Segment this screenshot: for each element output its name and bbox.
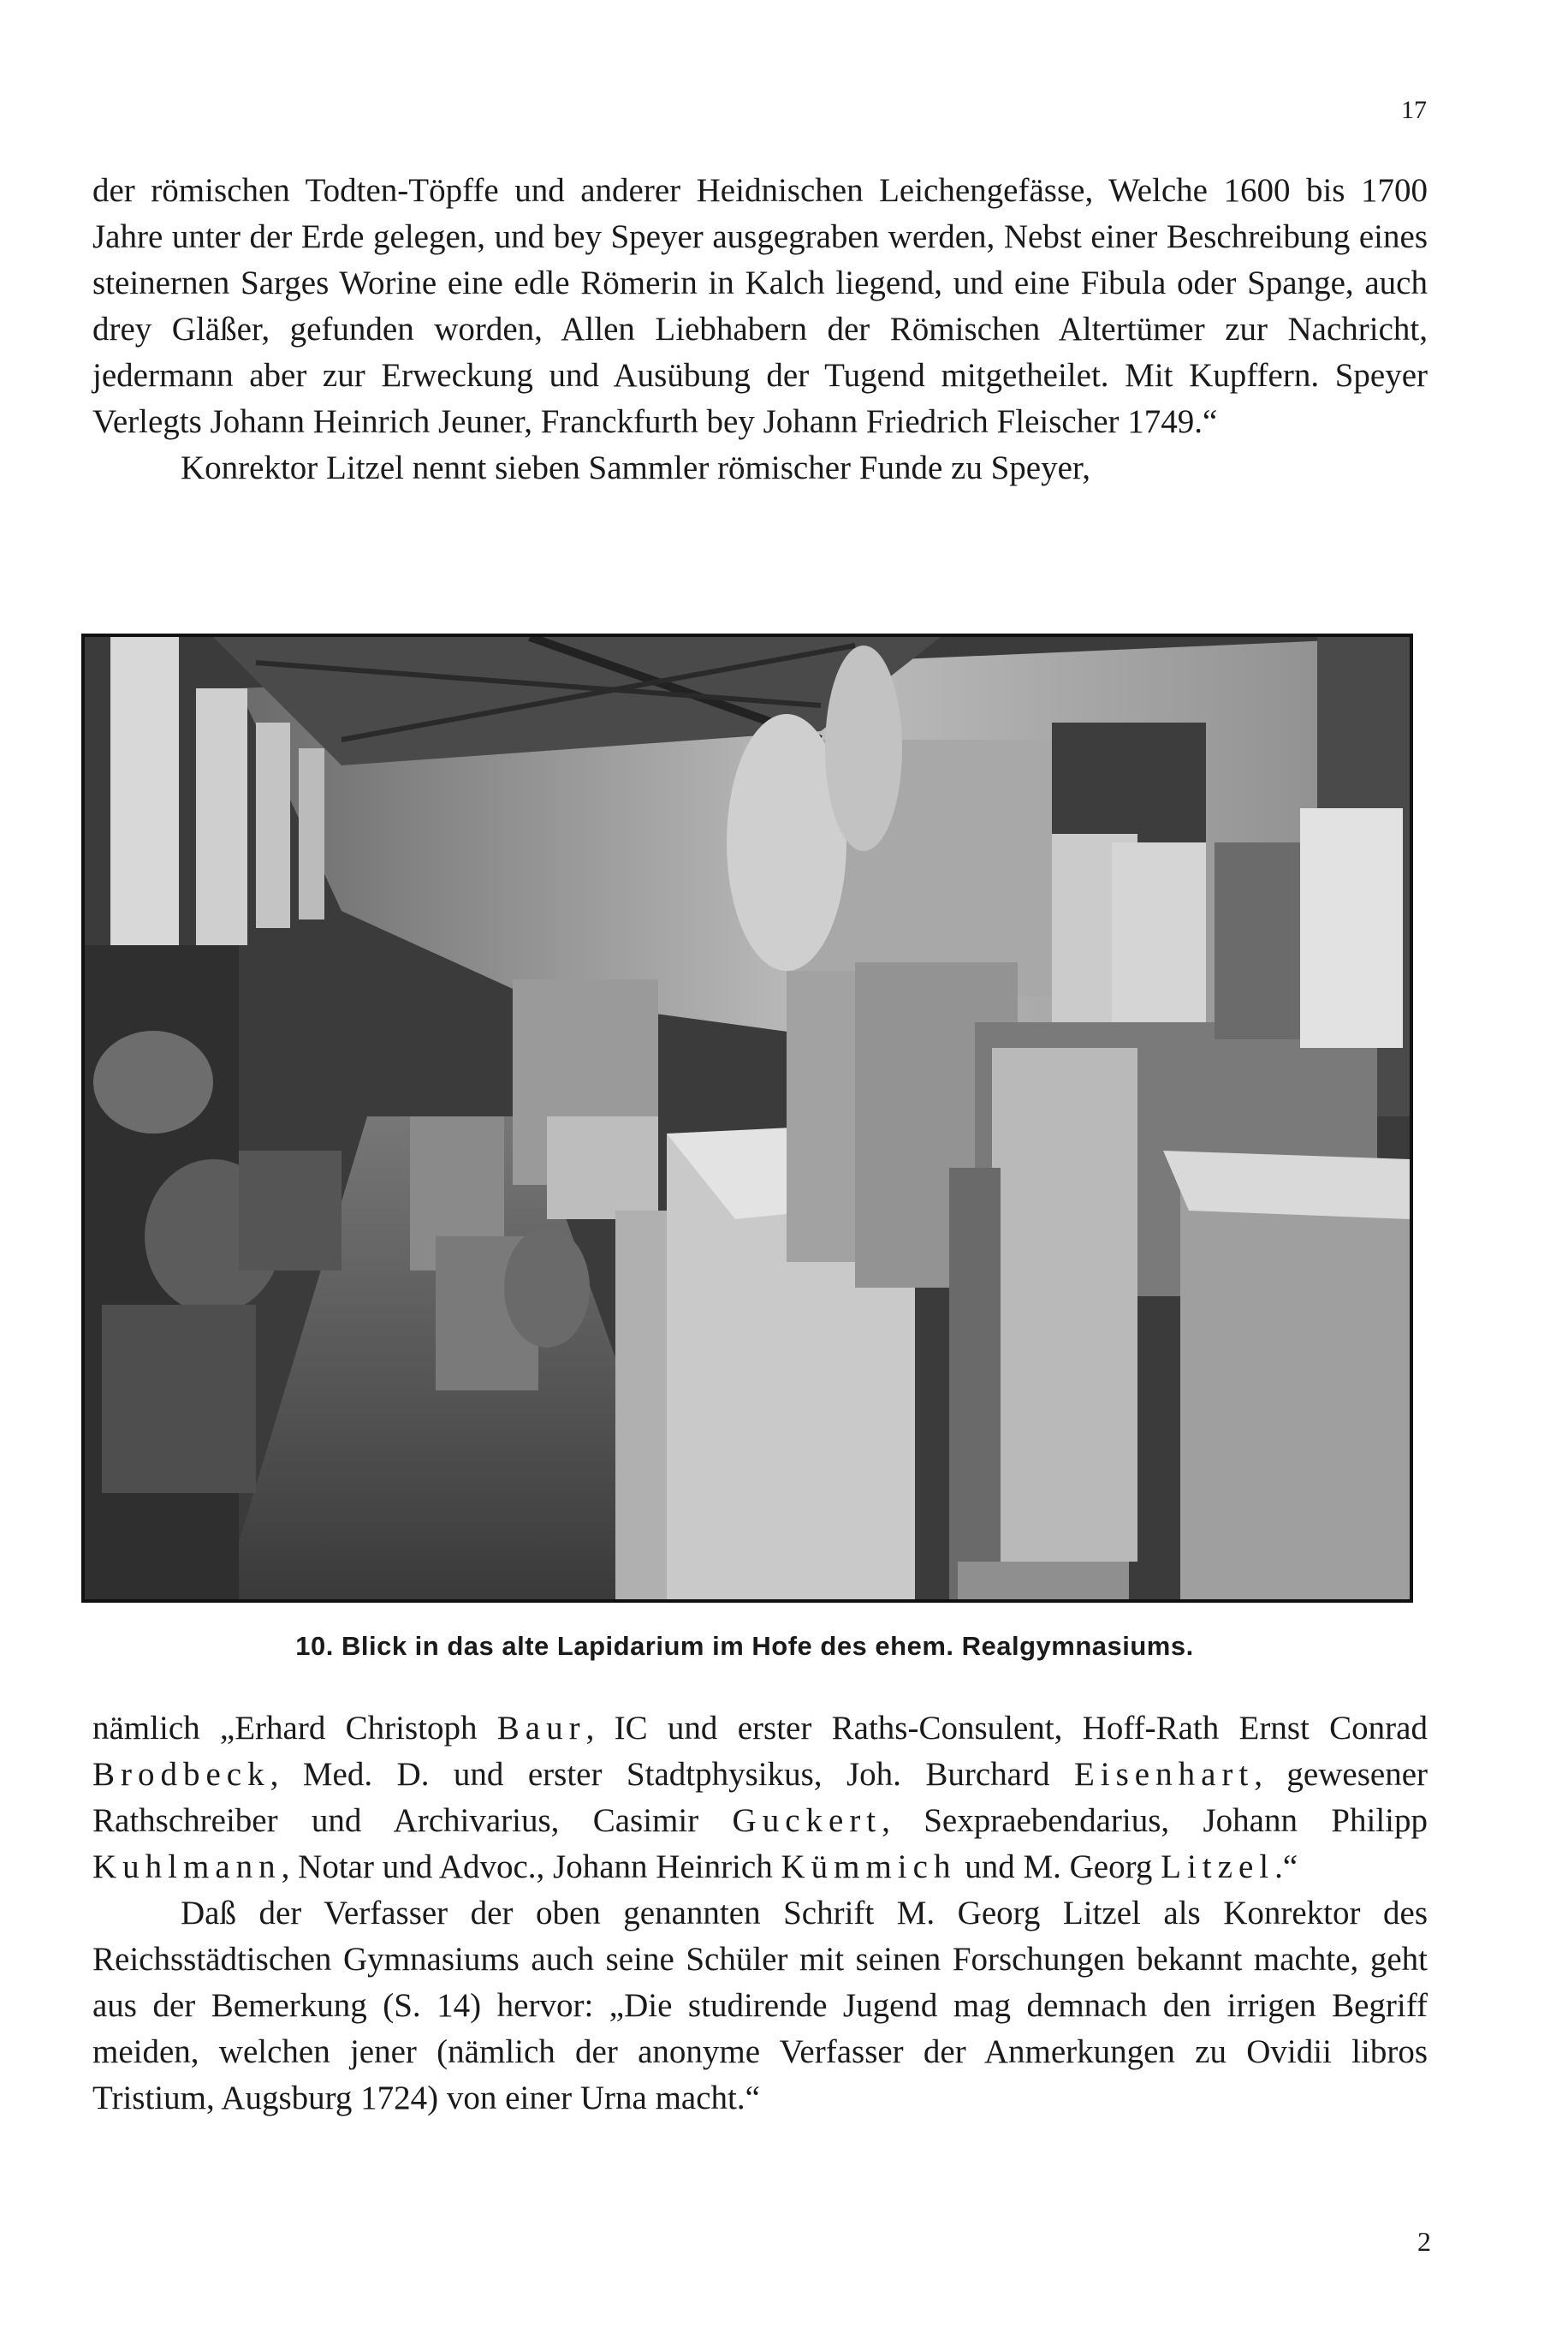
paragraph-litzel-collectors: Konrektor Litzel nennt sieben Sammler römischer Funde zu Speyer, <box>181 449 1091 486</box>
name-brodbeck: Brodbeck <box>92 1756 270 1793</box>
name-kuhlmann: Kuhlmann <box>92 1848 282 1885</box>
paragraph-collectors-list <box>92 1705 1428 1890</box>
text-segment: , IC und erster Raths-Consulent, Hoff-Rath Ernst Conrad <box>585 1710 1428 1747</box>
lapidarium-photograph <box>81 634 1413 1603</box>
paragraph-book-title: der römischen Todten-Töpffe und anderer Heidnischen Leichengefässe, Welche 1600 bis 1700 Jahre unter der Erde gelegen, und bey Speyer ausgegraben werden, Nebst einer Beschreibung eines steinernen Sarges Worine eine edle Römerin in Kalch liegend, und eine Fibula oder Spange, auch drey Gläßer, gefunden worden, Allen Liebhabern der Römischen Altertümer zur Nachricht, jedermann aber zur Erweckung und Ausübung der Tugend mitgetheilet. Mit Kupffern. Speyer Verlegts Johann Heinrich Jeuner, Franckfurth bey Johann Friedrich Fleischer 1749.“ <box>92 172 1428 440</box>
name-eisenhart: Eisenhart <box>1073 1756 1255 1793</box>
text-segment: .“ <box>1274 1848 1298 1885</box>
text-segment: , Notar und Advoc., Johann Heinrich <box>281 1848 781 1885</box>
page-number-bottom: 2 <box>1417 2226 1431 2257</box>
text-segment: , Sexpraebendarius, Johann Philipp <box>882 1802 1428 1839</box>
paragraph-litzel-students: Daß der Verfasser der oben genannten Schrift M. Georg Litzel als Konrektor des Reichsstädtischen Gymnasiums auch seine Schüler mit seinen Forschungen bekannt machte, geht aus der Bemerkung (S. 14) hervor: „Die studirende Jugend mag demnach den irrigen Begriff meiden, welchen jener (nämlich der anonyme Verfasser der Anmerkungen zu Ovidii libros Tristium, Augsburg 1724) von einer Urna macht.“ <box>92 1895 1428 2116</box>
text-segment: und M. Georg <box>956 1848 1161 1885</box>
name-kuemmich: Kümmich <box>781 1848 957 1885</box>
text-segment: , Med. D. und erster Stadtphysikus, Joh. Burchard <box>270 1756 1074 1793</box>
text-segment: , gewesener Rathschreiber und Archivarius, Casimir <box>92 1756 1428 1839</box>
name-guckert: Guckert <box>732 1802 882 1839</box>
name-baur: Baur <box>496 1710 586 1747</box>
figure-caption: 10. Blick in das alte Lapidarium im Hofe des ehem. Realgymnasiums. <box>295 1631 1194 1661</box>
name-litzel: Litzel <box>1161 1848 1275 1885</box>
bottom-text-block <box>92 1705 1428 2122</box>
page-number-top: 17 <box>1401 96 1427 124</box>
text-segment: nämlich „Erhard Christoph <box>92 1710 497 1747</box>
lapidarium-photo-illustration <box>85 637 1410 1599</box>
top-text-block <box>92 168 1428 491</box>
